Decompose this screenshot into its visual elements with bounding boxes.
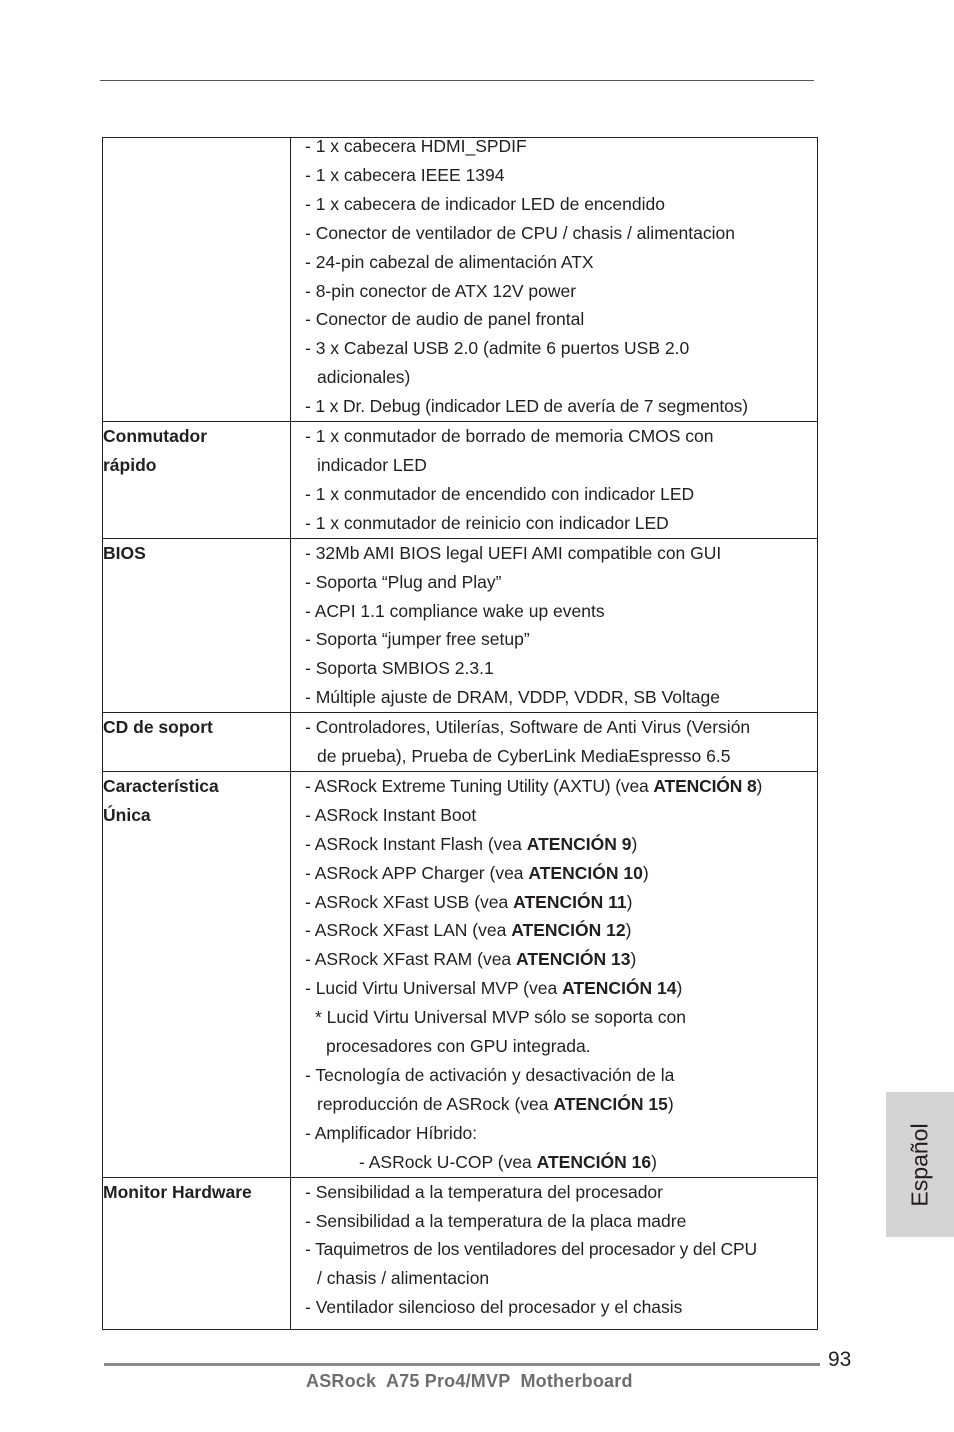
spec-items-cell bbox=[291, 422, 818, 539]
spec-row-support-cd bbox=[103, 713, 818, 772]
spec-item-continuation: de prueba), Prueba de CyberLink MediaEspresso 6.5 bbox=[317, 746, 731, 767]
spec-item: - ASRock XFast RAM (vea ATENCIÓN 13) bbox=[305, 949, 637, 970]
spec-row-switches bbox=[103, 422, 818, 539]
category-label: rápido bbox=[103, 454, 157, 475]
spec-item-continuation: / chasis / alimentacion bbox=[317, 1268, 490, 1289]
spec-item: - ASRock Extreme Tuning Utility (AXTU) (vea ATENCIÓN 8) bbox=[305, 775, 763, 796]
category-label: Característica bbox=[103, 775, 219, 796]
spec-row-hardware-monitor bbox=[103, 1177, 818, 1330]
spec-item: - Múltiple ajuste de DRAM, VDDP, VDDR, SB Voltage bbox=[305, 687, 720, 708]
spec-item-continuation: reproducción de ASRock (vea ATENCIÓN 15) bbox=[317, 1093, 674, 1114]
spec-items-cell bbox=[291, 713, 818, 772]
spec-item: - 1 x cabecera de indicador LED de encendido bbox=[305, 193, 665, 214]
spec-item: - 24-pin cabezal de alimentación ATX bbox=[305, 251, 594, 272]
spec-item: - 1 x cabecera IEEE 1394 bbox=[305, 164, 505, 185]
spec-item: - Soporta “Plug and Play” bbox=[305, 571, 502, 592]
spec-item: - ASRock XFast USB (vea ATENCIÓN 11) bbox=[305, 891, 633, 912]
spec-category bbox=[103, 713, 291, 772]
note-ref: ATENCIÓN 11 bbox=[513, 891, 627, 912]
category-label: BIOS bbox=[103, 542, 146, 563]
spec-category bbox=[103, 538, 291, 712]
spec-row-unique-features bbox=[103, 771, 818, 1177]
spec-sub-item: - ASRock U-COP (vea ATENCIÓN 16) bbox=[359, 1151, 657, 1172]
spec-item: - Controladores, Utilerías, Software de Anti Virus (Versión bbox=[305, 717, 751, 738]
note-ref: ATENCIÓN 8 bbox=[653, 775, 757, 796]
spec-item: - Soporta “jumper free setup” bbox=[305, 629, 530, 650]
spec-row-bios bbox=[103, 538, 818, 712]
spec-item: - 1 x conmutador de borrado de memoria CMOS con bbox=[305, 426, 714, 447]
spec-item: - Tecnología de activación y desactivación de la bbox=[305, 1065, 675, 1085]
spec-items-cell bbox=[291, 1177, 818, 1330]
spec-item: - Sensibilidad a la temperatura del procesador bbox=[305, 1181, 663, 1202]
footer-product-name: ASRock A75 Pro4/MVP Motherboard bbox=[306, 1371, 633, 1391]
spec-item: - 1 x Dr. Debug (indicador LED de avería de 7 segmentos) bbox=[305, 396, 748, 417]
note-ref: ATENCIÓN 13 bbox=[516, 949, 631, 970]
spec-item: - ASRock XFast LAN (vea ATENCIÓN 12) bbox=[305, 920, 632, 941]
note-ref: ATENCIÓN 15 bbox=[553, 1093, 668, 1114]
footer-rule bbox=[104, 1363, 820, 1366]
spec-category bbox=[103, 771, 291, 1177]
spec-category bbox=[103, 138, 291, 422]
spec-item-list bbox=[291, 539, 817, 712]
spec-item-list bbox=[291, 132, 817, 421]
spec-item: - 1 x cabecera HDMI_SPDIF bbox=[305, 136, 527, 156]
spec-item-note: * Lucid Virtu Universal MVP sólo se soporta con bbox=[315, 1007, 686, 1028]
category-label: Conmutador bbox=[103, 426, 208, 447]
category-label: CD de soport bbox=[103, 717, 213, 738]
note-ref: ATENCIÓN 9 bbox=[526, 833, 632, 854]
spec-item: - Taquimetros de los ventiladores del procesador y del CPU bbox=[305, 1239, 758, 1260]
spec-item: - ACPI 1.1 compliance wake up events bbox=[305, 600, 605, 621]
language-tab bbox=[886, 1092, 954, 1237]
spec-table bbox=[102, 137, 818, 1330]
category-label: Única bbox=[103, 804, 151, 825]
spec-item: - 1 x conmutador de reinicio con indicador LED bbox=[305, 512, 669, 533]
note-ref: ATENCIÓN 16 bbox=[536, 1151, 652, 1172]
spec-item: - Ventilador silencioso del procesador y el chasis bbox=[305, 1297, 683, 1318]
spec-item: - ASRock APP Charger (vea ATENCIÓN 10) bbox=[305, 862, 649, 883]
spec-item: - 8-pin conector de ATX 12V power bbox=[305, 280, 577, 301]
spec-item: - 3 x Cabezal USB 2.0 (admite 6 puertos USB 2.0 bbox=[305, 338, 690, 359]
category-label: Monitor Hardware bbox=[103, 1181, 252, 1202]
spec-row-connectors bbox=[103, 138, 818, 422]
spec-item: - 32Mb AMI BIOS legal UEFI AMI compatible con GUI bbox=[305, 542, 722, 563]
spec-item: - Amplificador Híbrido: bbox=[305, 1122, 478, 1143]
header-rule bbox=[100, 80, 814, 81]
spec-item: - ASRock Instant Flash (vea ATENCIÓN 9) bbox=[305, 833, 638, 854]
spec-item-list bbox=[291, 1178, 817, 1330]
note-ref: ATENCIÓN 14 bbox=[562, 978, 677, 999]
page-number: 93 bbox=[828, 1348, 852, 1371]
note-ref: ATENCIÓN 12 bbox=[511, 920, 626, 941]
spec-category bbox=[103, 1177, 291, 1330]
spec-item-continuation: procesadores con GPU integrada. bbox=[326, 1036, 591, 1057]
spec-item: - Lucid Virtu Universal MVP (vea ATENCIÓN 14) bbox=[305, 978, 683, 999]
spec-item-continuation: adicionales) bbox=[317, 367, 411, 388]
spec-items-cell bbox=[291, 771, 818, 1177]
note-ref: ATENCIÓN 10 bbox=[528, 862, 643, 883]
spec-item: - ASRock Instant Boot bbox=[305, 804, 477, 825]
spec-item-continuation: indicador LED bbox=[317, 454, 427, 475]
spec-item-list bbox=[291, 422, 817, 538]
spec-category bbox=[103, 422, 291, 539]
spec-item: - Conector de ventilador de CPU / chasis / alimentacion bbox=[305, 222, 735, 243]
spec-item-list bbox=[291, 713, 817, 771]
spec-item: - 1 x conmutador de encendido con indicador LED bbox=[305, 483, 695, 504]
language-tab-label: Español bbox=[906, 1122, 933, 1207]
spec-item: - Soporta SMBIOS 2.3.1 bbox=[305, 658, 494, 679]
spec-item: - Sensibilidad a la temperatura de la placa madre bbox=[305, 1210, 687, 1231]
spec-item: - Conector de audio de panel frontal bbox=[305, 309, 585, 330]
spec-item-list bbox=[291, 772, 817, 1177]
spec-items-cell bbox=[291, 138, 818, 422]
spec-items-cell bbox=[291, 538, 818, 712]
